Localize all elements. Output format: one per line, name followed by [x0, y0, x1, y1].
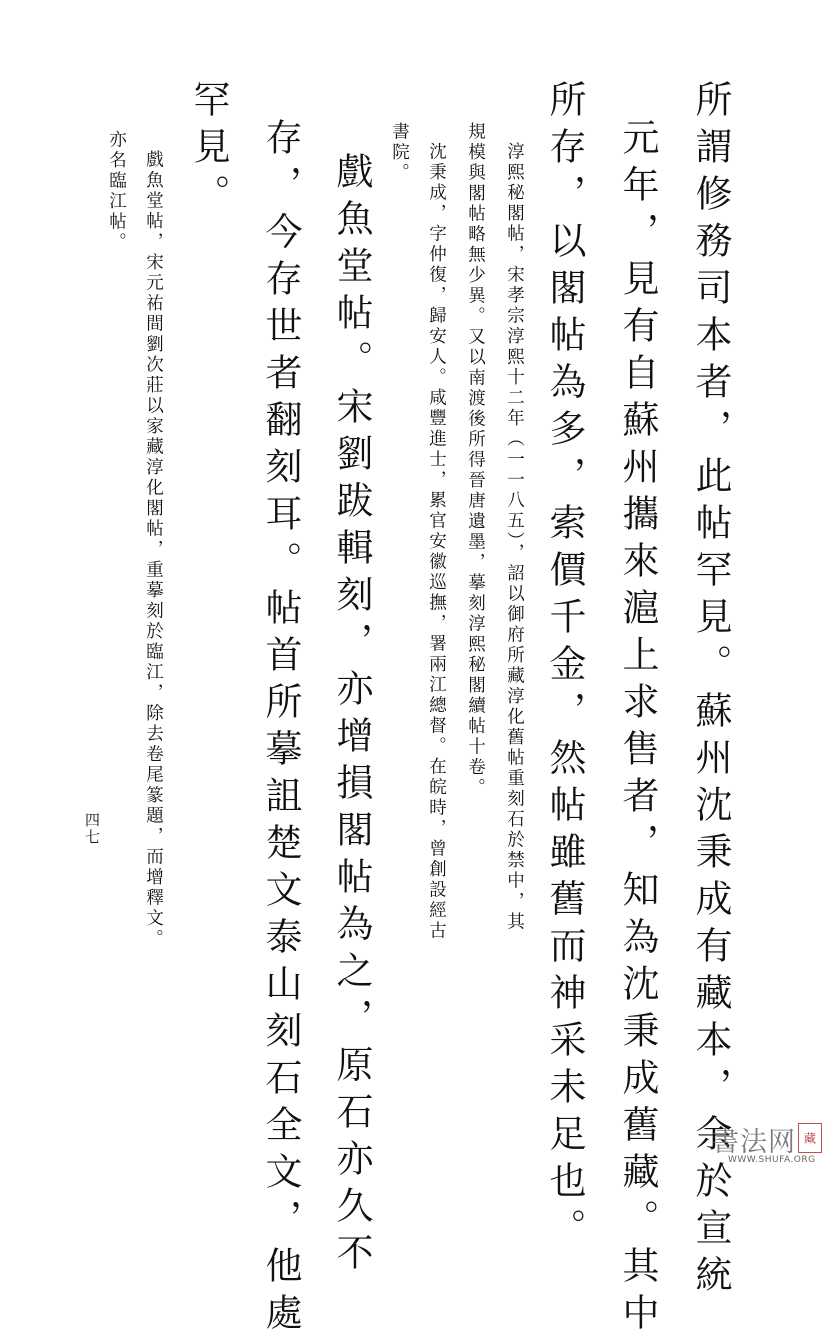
text-column: 元年，見有自蘇州攜來滬上求售者，知為沈秉成舊藏。其中	[616, 118, 659, 1340]
annotation-column: 沈秉成，字仲復，歸安人。咸豐進士，累官安徽巡撫，署兩江總督。在皖時，曾創設經古	[426, 142, 447, 942]
text-column: 罕見。	[187, 80, 230, 221]
annotation-column: 淳熙秘閣帖，宋孝宗淳熙十二年（一一八五），詔以御府所藏淳化舊帖重刻石於禁中，其	[504, 142, 525, 933]
annotation-column: 戲魚堂帖，宋元祐間劉次莊以家藏淳化閣帖，重摹刻於臨江，除去卷尾篆題，而增釋文。	[143, 150, 164, 950]
annotation-column: 亦名臨江帖。	[106, 130, 127, 253]
annotation-column: 書院。	[389, 122, 410, 184]
site-watermark	[712, 1120, 824, 1168]
text-column: 存，今存世者翻刻耳。帖首所摹詛楚文泰山刻石全文，他處	[259, 118, 302, 1340]
text-column: 所謂修務司本者，此帖罕見。蘇州沈秉成有藏本，余於宣統	[689, 80, 732, 1302]
text-column: 戲魚堂帖。宋劉跋輯刻，亦增損閣帖為之，原石亦久不	[330, 152, 373, 1280]
text-column: 所存，以閣帖為多，索價千金，然帖雖舊而神采未足也。	[543, 80, 586, 1255]
watermark-seal: 藏	[798, 1123, 822, 1153]
watermark-url: WWW.SHUFA.ORG	[728, 1155, 816, 1165]
watermark-text: 書法网	[712, 1127, 796, 1158]
page-number: 四七	[83, 812, 101, 846]
annotation-column: 規模與閣帖略無少異。又以南渡後所得晉唐遺墨，摹刻淳熙秘閣續帖十卷。	[465, 122, 486, 799]
